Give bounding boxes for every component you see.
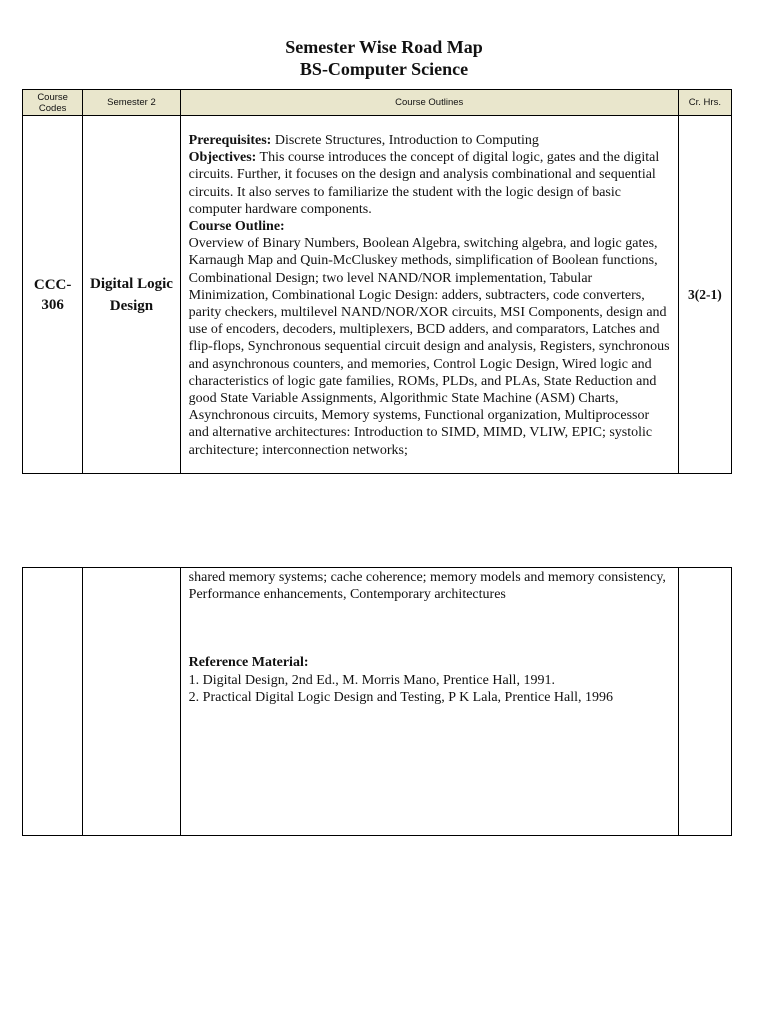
roadmap-table xyxy=(22,89,732,474)
empty-credit-cell xyxy=(678,568,731,836)
course-outline-cell xyxy=(180,116,678,474)
course-name xyxy=(83,116,180,474)
reference-item: 2. Practical Digital Logic Design and Testing, P K Lala, Prentice Hall, 1996 xyxy=(188,689,614,705)
course-name-text: Digital Logic Design xyxy=(89,275,173,314)
empty-code-cell xyxy=(23,568,83,836)
course-outline-continued-cell xyxy=(180,568,678,836)
header-course-codes: Course Codes xyxy=(23,90,83,116)
course-code-text: CCC-306 xyxy=(33,276,72,313)
roadmap-table-continued xyxy=(22,567,732,836)
header-credit-hours: Cr. Hrs. xyxy=(678,90,731,116)
document-title xyxy=(0,36,768,80)
reference-item: 1. Digital Design, 2nd Ed., M. Morris Mano, Prentice Hall, 1991. xyxy=(188,672,555,688)
header-semester: Semester 2 xyxy=(83,90,180,116)
prerequisites-text: Discrete Structures, Introduction to Computing xyxy=(271,133,539,148)
table-row xyxy=(23,568,732,836)
credit-hours-text: 3(2-1) xyxy=(688,286,722,302)
credit-hours xyxy=(678,116,731,474)
course-outline-text: Overview of Binary Numbers, Boolean Algebra, switching algebra, and logic gates, Karnaugh Map and Quin-McCluskey methods, simplification of Boolean functions, Combinational Design; two level NAND/NOR implementation, Tabular Minimization, Combinational Logic Design: adders, subtracters, code converters, parity checkers, multilevel NAND/NOR/XOR circuits, MSI Components, design and use of encoders, decoders, multiplexers, BCD adders, and comparators, Latches and flip-flops, Synchronous sequential circuit design and analysis, Registers, synchronous and asynchronous counters, and memories, Control Logic Design, Wired logic and characteristics of logic gate families, ROMs, PLDs, and PLAs, State Reduction and good State Variable Assignments, Algorithmic State Machine (ASM) Charts, Asynchronous circuits, Memory systems, Functional organization, Multiprocessor and alternative architectures: Introduction to SIMD, MIMD, VLIW, EPIC; systolic architecture; interconnection networks; xyxy=(188,236,670,458)
objectives xyxy=(189,149,670,218)
objectives-label: Objectives: xyxy=(188,150,257,166)
objectives-text: This course introduces the concept of digital logic, gates and the digital circuits. Further, it focuses on the design and analysis combinational and sequential circuits. It also serves to familiarize the student with the logic design of basic computer hardware components. xyxy=(188,150,660,217)
table-header-row xyxy=(23,90,732,116)
course-code xyxy=(23,116,83,474)
course-outline-label: Course Outline: xyxy=(188,219,285,235)
title-line-1: Semester Wise Road Map xyxy=(285,37,483,57)
course-outline-continued-text: shared memory systems; cache coherence; memory models and memory consistency, Performance enhancements, Contemporary architectures xyxy=(188,570,666,603)
table-row xyxy=(23,116,732,474)
title-line-2: BS-Computer Science xyxy=(299,59,469,79)
header-course-outlines: Course Outlines xyxy=(180,90,678,116)
prerequisites xyxy=(189,132,670,149)
prerequisites-label: Prerequisites: xyxy=(188,133,272,148)
reference-material-label: Reference Material: xyxy=(188,655,309,671)
empty-semester-cell xyxy=(83,568,180,836)
